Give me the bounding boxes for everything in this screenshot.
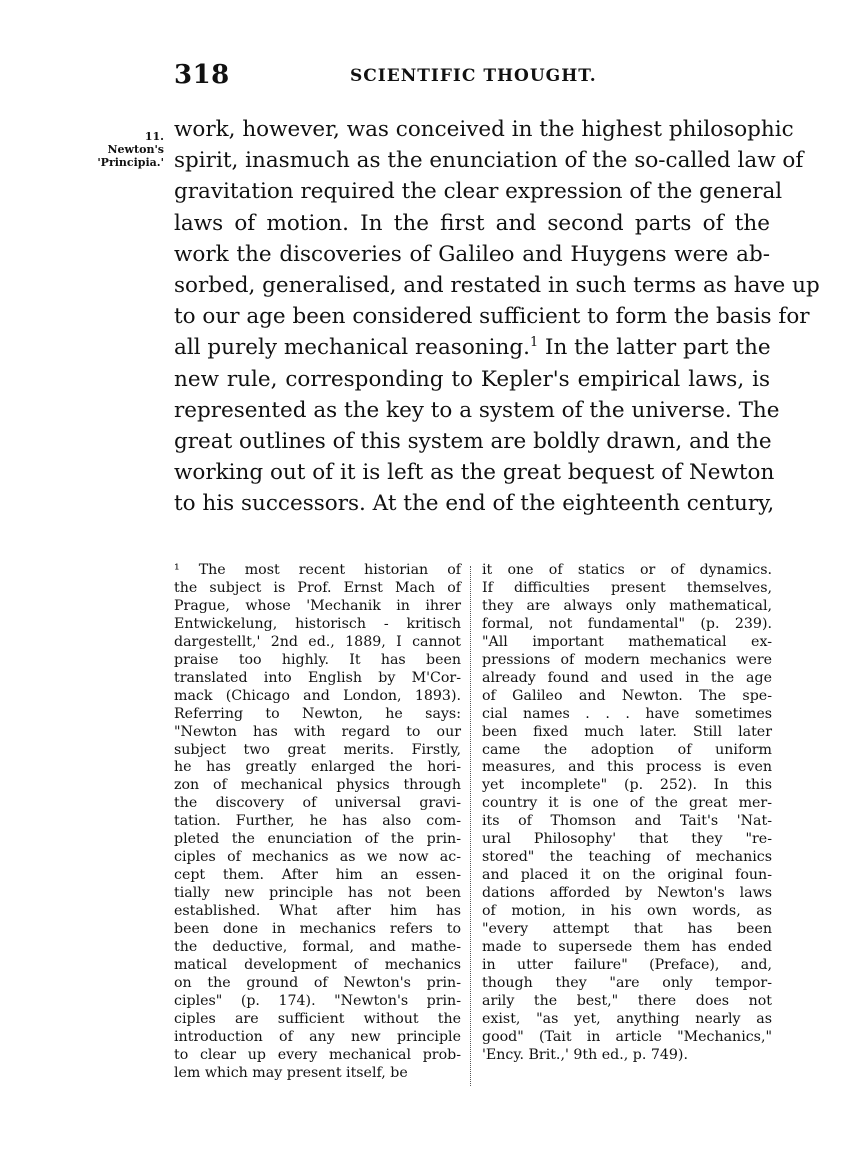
footnote-line: subject two great merits. Firstly, <box>174 741 461 758</box>
footnote-line: already found and used in the age <box>482 669 772 686</box>
footnote-line: Entwickelung, historisch - kritisch <box>174 615 461 632</box>
footnote-line: of motion, in his own words, as <box>482 903 772 920</box>
footnote-line: 'Ency. Brit.,' 9th ed., p. 749). <box>482 1046 688 1063</box>
margin-note-line-1: Newton's <box>107 143 164 156</box>
footnote-line: tially new principle has not been <box>174 885 461 902</box>
body-line: work the discoveries of Galileo and Huygens were ab- <box>174 241 770 267</box>
footnote-line: "All important mathematical ex- <box>482 633 772 650</box>
footnote-line: pressions of modern mechanics were <box>482 651 772 668</box>
footnote-line: cial names . . . have sometimes <box>482 705 772 722</box>
body-line: sorbed, generalised, and restated in such terms as have up <box>174 273 820 299</box>
footnote-line: the deductive, formal, and mathe- <box>174 939 461 956</box>
body-line: working out of it is left as the great bequest of Newton <box>174 460 775 486</box>
footnote-line: its of Thomson and Tait's 'Nat- <box>482 813 772 830</box>
margin-note-line-2: 'Principia.' <box>97 156 164 169</box>
footnote-line: dations afforded by Newton's laws <box>482 885 772 902</box>
footnote-line: zon of mechanical physics through <box>174 777 461 794</box>
footnote-line: on the ground of Newton's prin- <box>174 974 461 991</box>
footnote-line: "Newton has with regard to our <box>174 723 461 740</box>
body-line: spirit, inasmuch as the enunciation of the so-called law of <box>174 148 804 174</box>
footnote-line: tation. Further, he has also com- <box>174 813 461 830</box>
footnote-line: the subject is Prof. Ernst Mach of <box>174 579 461 596</box>
footnote-line: it one of statics or of dynamics. <box>482 562 772 578</box>
footnote-line: and placed it on the original foun- <box>482 867 772 884</box>
margin-note <box>74 130 164 169</box>
footnote-line: "every attempt that has been <box>482 921 772 938</box>
footnote-line: good" (Tait in article "Mechanics," <box>482 1028 772 1045</box>
footnote-line: the discovery of universal gravi- <box>174 795 461 812</box>
footnote-line: made to supersede them has ended <box>482 939 772 956</box>
footnote-line: they are always only mathematical, <box>482 597 772 614</box>
footnote-line: ciples of mechanics as we now ac- <box>174 849 461 866</box>
footnote-line: measures, and this process is even <box>482 759 772 776</box>
body-line: new rule, corresponding to Kepler's empirical laws, is <box>174 366 770 392</box>
footnote-line: been fixed much later. Still later <box>482 723 772 740</box>
footnote-line: Referring to Newton, he says: <box>174 705 461 722</box>
footnote-line: exist, "as yet, anything nearly as <box>482 1010 772 1027</box>
footnote-line: arily the best," there does not <box>482 992 772 1009</box>
running-head: SCIENTIFIC THOUGHT. <box>350 66 597 86</box>
footnote-line: though they "are only tempor- <box>482 974 772 991</box>
body-line: represented as the key to a system of the universe. The <box>174 397 780 423</box>
body-line-tail: In the latter part the <box>538 335 771 361</box>
body-line: laws of motion. In the first and second parts of the <box>174 210 770 236</box>
body-line-start: all purely mechanical reasoning. <box>174 335 530 361</box>
footnote-line: mack (Chicago and London, 1893). <box>174 687 461 704</box>
footnote-right-column <box>482 562 772 1065</box>
footnote-line: country it is one of the great mer- <box>482 795 772 812</box>
footnote-line: lem which may present itself, be <box>174 1064 408 1081</box>
footnote-line: formal, not fundamental" (p. 239). <box>482 615 772 632</box>
footnote-line: ciples are sufficient without the <box>174 1010 461 1027</box>
footnote-line: introduction of any new principle <box>174 1028 461 1045</box>
footnote-line: came the adoption of uniform <box>482 741 772 758</box>
footnote-line: praise too highly. It has been <box>174 651 461 668</box>
footnote-line: Prague, whose 'Mechanik in ihrer <box>174 597 461 614</box>
column-divider <box>470 566 471 1086</box>
footnote-line: ¹ The most recent historian of <box>174 562 461 578</box>
footnote-line: to clear up every mechanical prob- <box>174 1046 461 1063</box>
footnote-line: ciples" (p. 174). "Newton's prin- <box>174 992 461 1009</box>
footnote-line: dargestellt,' 2nd ed., 1889, I cannot <box>174 633 461 650</box>
body-line: gravitation required the clear expression of the general <box>174 179 783 205</box>
body-line: to our age been considered sufficient to form the basis for <box>174 304 810 330</box>
footnote-line: cept them. After him an essen- <box>174 867 461 884</box>
footnote-line: matical development of mechanics <box>174 956 461 973</box>
footnote-line: stored" the teaching of mechanics <box>482 849 772 866</box>
footnote-line: established. What after him has <box>174 903 461 920</box>
footnote-marker: 1 <box>529 335 539 351</box>
footnote-line: been done in mechanics refers to <box>174 921 461 938</box>
body-line: work, however, was conceived in the highest philosophic <box>174 117 794 142</box>
body-text <box>174 114 820 520</box>
footnote-line: yet incomplete" (p. 252). In this <box>482 777 772 794</box>
footnote-line: of Galileo and Newton. The spe- <box>482 687 772 704</box>
body-line-with-footnote <box>174 332 770 363</box>
footnote-line: If difficulties present themselves, <box>482 579 772 596</box>
margin-note-number: 11. <box>144 130 164 143</box>
footnote-line: translated into English by M'Cor- <box>174 669 461 686</box>
footnote-line: pleted the enunciation of the prin- <box>174 831 461 848</box>
page-number: 318 <box>174 60 230 90</box>
body-line: great outlines of this system are boldly drawn, and the <box>174 429 772 455</box>
footnote-line: ural Philosophy' that they "re- <box>482 831 772 848</box>
body-line: to his successors. At the end of the eighteenth century, <box>174 491 775 517</box>
footnote-line: he has greatly enlarged the hori- <box>174 759 461 776</box>
footnote-left-column <box>174 562 461 1083</box>
footnote-line: in utter failure" (Preface), and, <box>482 956 772 973</box>
